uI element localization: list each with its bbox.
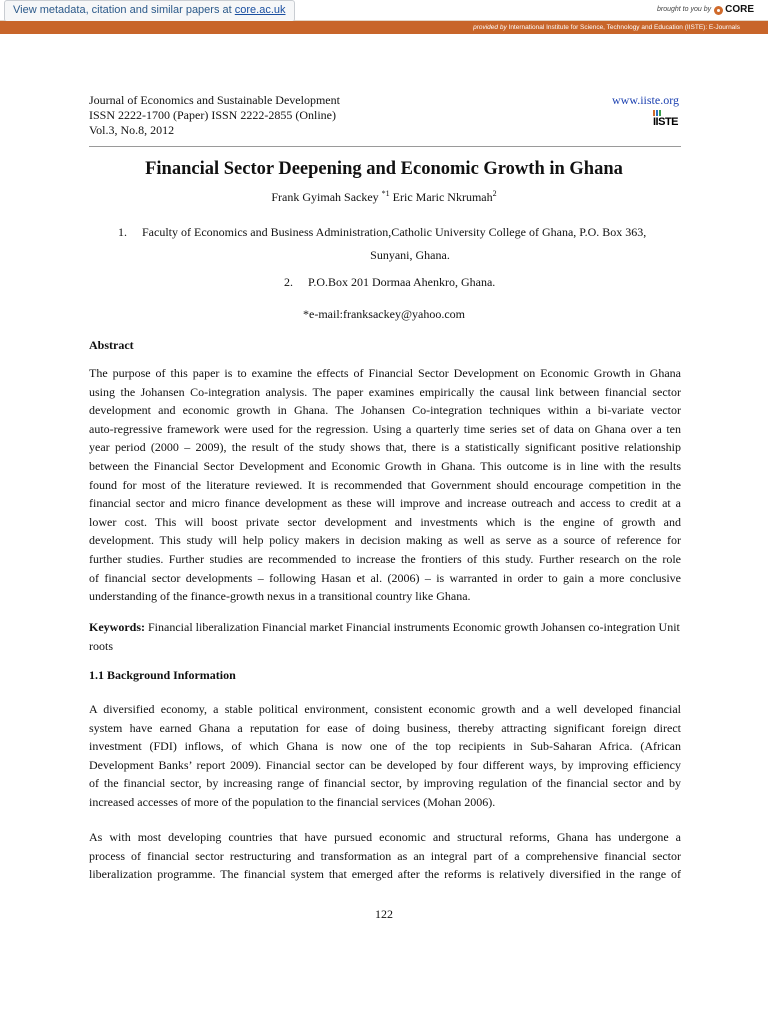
paragraph-line: As with most developing countries that have pursued economic and structural reforms, Ghana has undergone a [89,830,681,844]
author-2-marker: 2 [492,189,497,198]
paragraph-line: liberalization programme. The financial system that emerged after the reforms is relatively diversified in the range of [89,867,681,882]
page-number: 122 [375,907,393,921]
core-logo-text: CORE [725,4,754,15]
background-paragraph-2 [89,828,681,884]
journal-name: Journal of Economics and Sustainable Development [89,93,340,107]
affiliation-1-line-2: Sunyani, Ghana. [370,248,450,262]
abstract-line: further studies. Further studies are recommended to increase the frontiers of this study. Further research on the role [89,551,681,566]
paragraph-line: investment (FDI) inflows, of which Ghana is now one of the top recipients in Sub-Saharan Africa. (African [89,739,681,754]
abstract-line: development. This study will help policy makers in decision making as well as serve as a source of reference for [89,533,681,548]
paragraph-line: increased accesses of more of the population to the financial services (Mohan 2006). [89,794,496,809]
brought-by-text: brought to you by [657,6,712,13]
affiliation-1-number: 1. [118,225,127,239]
core-banner [0,0,768,21]
abstract-heading: Abstract [89,338,134,352]
paper-authors [0,190,768,205]
provided-by-prefix: provided by [473,24,507,31]
paragraph-line: process of financial sector restructuring and transformation as an integral part of a comprehensive financial sector [89,848,681,863]
paper-title: Financial Sector Deepening and Economic Growth in Ghana [145,159,623,179]
affiliation-2-number: 2. [284,275,293,289]
paragraph-line: of the financial sector, by increasing range of financial sector, by improving regulation of the financial sector and by [89,776,681,791]
abstract-line: year period (2000 – 2009), the result of the study shows that, there is a statistically significant positive relationship [89,440,681,455]
core-metadata-link[interactable] [4,0,295,22]
abstract-line: The purpose of this paper is to examine the effects of Financial Sector Development on Economic Growth in Ghana [89,366,681,380]
section-heading-background: 1.1 Background Information [89,668,236,682]
journal-issn: ISSN 2222-1700 (Paper) ISSN 2222-2855 (Online) [89,108,336,122]
provided-by-source: International Institute for Science, Technology and Education (IISTE): E-Journals [508,24,740,31]
paragraph-line: A diversified economy, a stable political environment, consistent economic growth and a well developed financial [89,702,681,716]
abstract-line: lower cost. This will boost private sector development and investments which is the engine of growth and [89,514,681,529]
iiste-logo-text: IISTE [653,116,679,128]
provided-by-bar[interactable] [0,21,768,34]
iiste-logo [653,110,679,130]
paragraph-line: system have earned Ghana a reputation for ease of doing business, thereby attracting significant foreign direct [89,720,681,735]
core-metadata-text: View metadata, citation and similar papers at [13,4,232,16]
abstract-body [89,364,681,606]
core-logo [714,3,754,17]
abstract-line: financial sector and micro finance development as these will improve and increase outreach and access to credit at a [89,496,681,511]
author-1-marker: *1 [381,189,390,198]
abstract-line: auto-regressive framework were used for the regression. Using a quarterly time series set of data on Ghana over a ten [89,421,681,436]
keywords-text: Financial liberalization Financial market Financial instruments Economic growth Johansen co-integration Unit roots [89,620,680,653]
keywords-label: Keywords: [89,620,145,634]
abstract-line: between the Financial Sector Development and Economic Growth in Ghana. This outcome is in line with the results [89,458,681,473]
keywords [89,618,681,656]
page-bottom-margin [0,940,768,1024]
journal-volume: Vol.3, No.8, 2012 [89,123,175,137]
affiliation-1-line-1: Faculty of Economics and Business Administration,Catholic University College of Ghana, P.O. Box 363, [142,225,647,239]
abstract-line: understanding of the finance-growth nexus in a transitional country like Ghana. [89,589,471,604]
affiliation-2 [284,275,495,290]
abstract-line: found for most of the literature reviewed. It is recommended that Government should encourage competition in the [89,477,681,492]
background-paragraph-1 [89,700,681,812]
header-divider [89,146,681,147]
abstract-line: development and economic growth in Ghana. The Johansen Co-integration techniques within a bi-variate vector [89,403,681,418]
abstract-line: of financial sector developments – following Hasan et al. (2006) – is warranted in order to gain a more conclusive [89,570,681,585]
affiliation-2-text: P.O.Box 201 Dormaa Ahenkro, Ghana. [308,275,496,289]
core-brand[interactable] [657,3,754,17]
journal-url[interactable]: www.iiste.org [612,93,679,107]
core-ac-uk-link[interactable]: core.ac.uk [234,4,286,16]
abstract-line: using the Johansen Co-integration analysis. The paper examines empirically the causal link between financial sector [89,384,681,399]
author-email: *e-mail:franksackey@yahoo.com [303,307,465,321]
paragraph-line: Development Banks’ report 2009). Financial sector can be developed by four different ways, by improving efficiency [89,757,681,772]
author-1: Frank Gyimah Sackey [271,190,379,204]
journal-header [89,93,679,138]
core-logo-icon [714,6,723,15]
author-2: Eric Maric Nkrumah [392,190,493,204]
